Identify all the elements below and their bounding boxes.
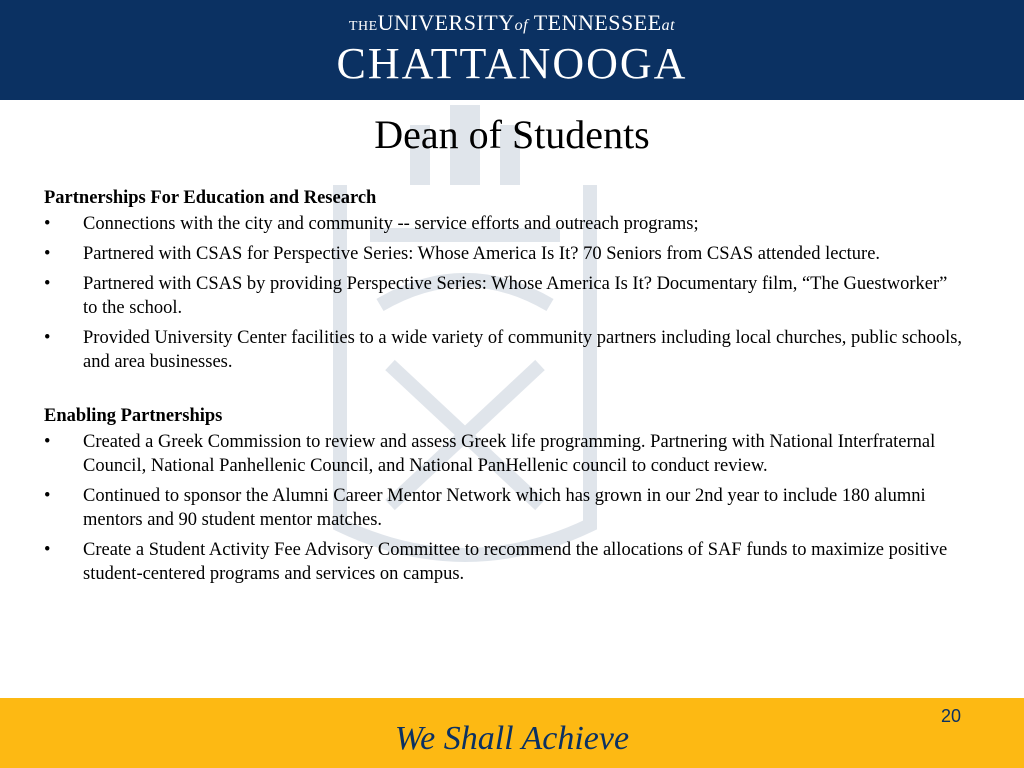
section-heading-partnerships-education: Partnerships For Education and Research bbox=[44, 188, 377, 208]
bullet-item bbox=[44, 272, 964, 320]
bullet-text: Create a Student Activity Fee Advisory Committee to recommend the allocations of SAF funds to maximize positive student-centered programs and services on campus. bbox=[83, 540, 948, 584]
logo-tennessee: TENNESSEE bbox=[533, 10, 662, 35]
bullet-item bbox=[44, 242, 964, 266]
logo-university: UNIVERSITY bbox=[377, 10, 515, 35]
logo-chattanooga: CHATTANOOGA bbox=[336, 39, 688, 88]
bullet-text: Partnered with CSAS for Perspective Series: Whose America Is It? 70 Seniors from CSAS attended lecture. bbox=[83, 244, 881, 264]
slide-title: Dean of Students bbox=[374, 112, 650, 157]
bullet-icon: • bbox=[44, 274, 51, 294]
bullet-icon: • bbox=[44, 244, 51, 264]
bullet-item bbox=[44, 484, 964, 532]
university-logo bbox=[0, 10, 1024, 88]
bullet-icon: • bbox=[44, 486, 51, 506]
section-spacer bbox=[44, 380, 964, 404]
bullet-list-partnerships-education bbox=[44, 212, 964, 374]
section-heading-enabling-partnerships: Enabling Partnerships bbox=[44, 406, 223, 426]
bullet-item bbox=[44, 430, 964, 478]
bullet-item bbox=[44, 212, 964, 236]
bullet-text: Provided University Center facilities to a wide variety of community partners including local churches, public schools, and area businesses. bbox=[83, 328, 963, 372]
slide-content bbox=[44, 186, 964, 592]
logo-at: at bbox=[661, 17, 676, 34]
logo-the: THE bbox=[348, 19, 378, 34]
footer-motto: We Shall Achieve bbox=[394, 720, 630, 757]
bullet-list-enabling-partnerships bbox=[44, 430, 964, 586]
page-number: 20 bbox=[940, 706, 962, 726]
bullet-item bbox=[44, 326, 964, 374]
bullet-icon: • bbox=[44, 432, 51, 452]
bullet-text: Created a Greek Commission to review and assess Greek life programming. Partnering with National Interfraternal Council, National Panhellenic Council, and National PanHellenic council to conduct review. bbox=[83, 432, 936, 476]
bullet-text: Continued to sponsor the Alumni Career Mentor Network which has grown in our 2nd year to include 180 alumni mentors and 90 student mentor matches. bbox=[83, 486, 926, 530]
bullet-text: Partnered with CSAS by providing Perspective Series: Whose America Is It? Documentary film, “The Guestworker” to the school. bbox=[83, 274, 948, 318]
bullet-icon: • bbox=[44, 328, 51, 348]
bullet-icon: • bbox=[44, 540, 51, 560]
bullet-item bbox=[44, 538, 964, 586]
bullet-text: Connections with the city and community -- service efforts and outreach programs; bbox=[83, 214, 699, 234]
logo-of: of bbox=[514, 17, 529, 34]
bullet-icon: • bbox=[44, 214, 51, 234]
